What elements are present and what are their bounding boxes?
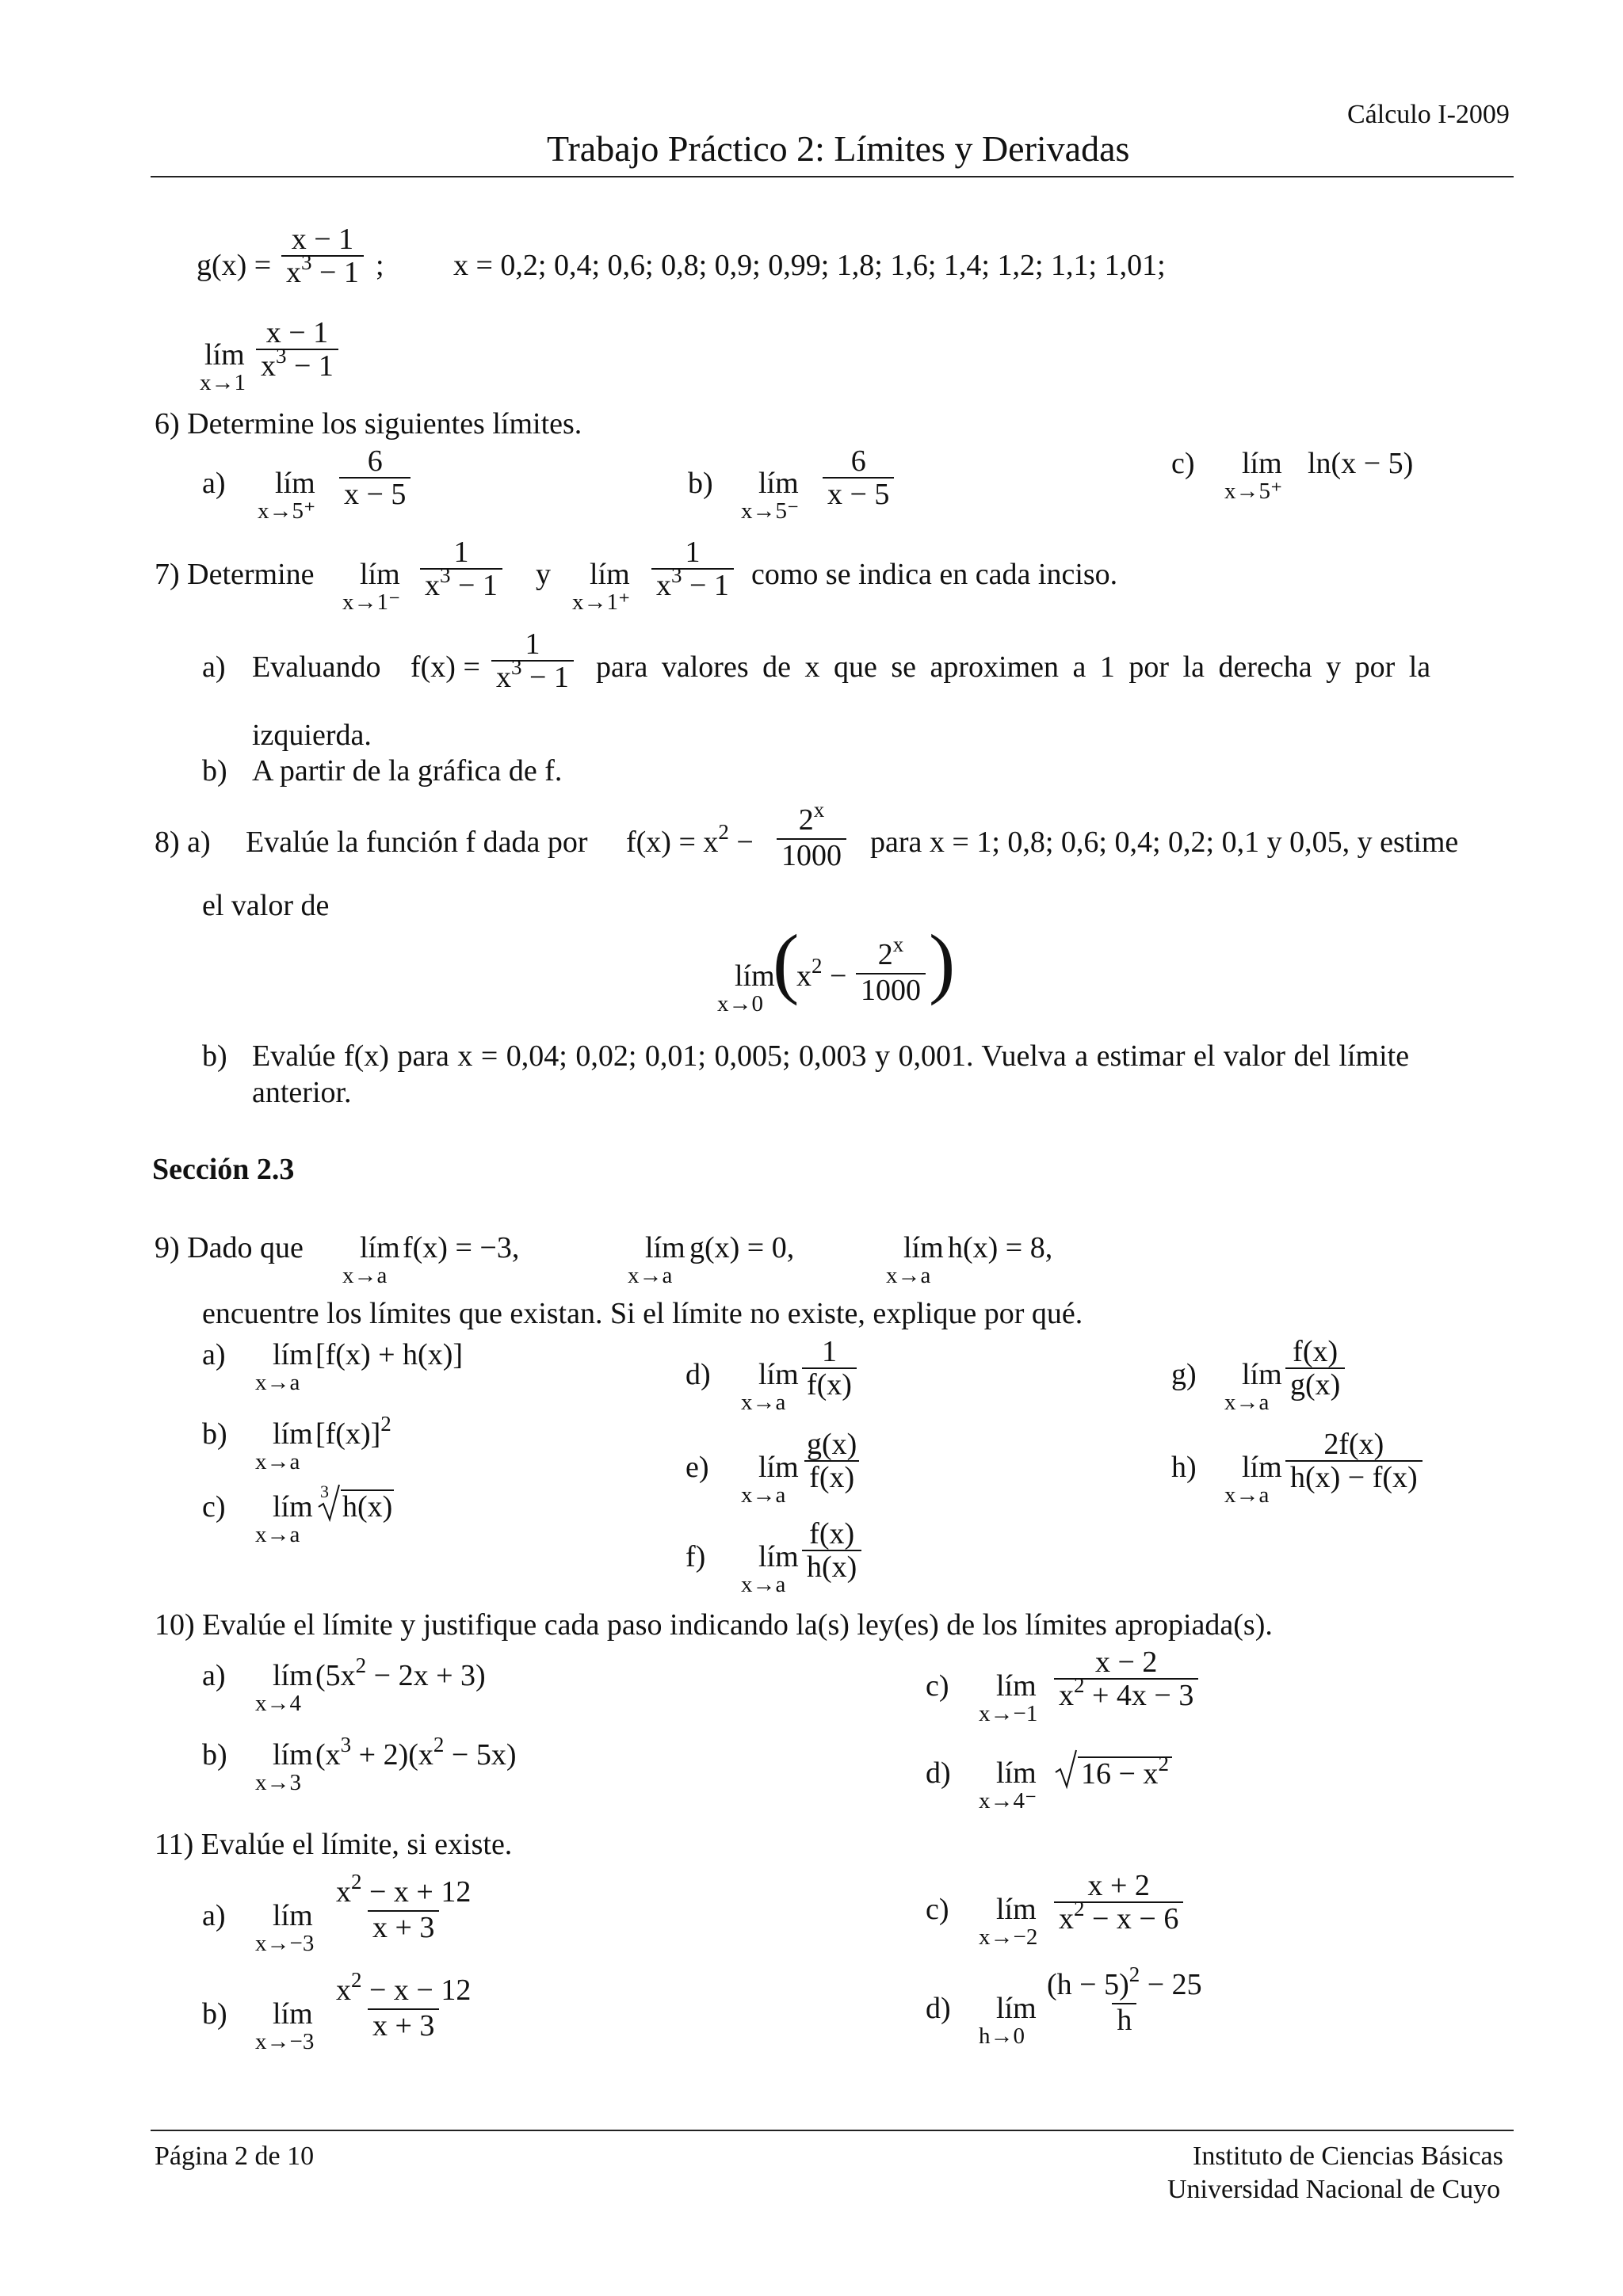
right-paren: ) bbox=[929, 918, 956, 1006]
fraction-denominator bbox=[1054, 1673, 1198, 1714]
limit-operator bbox=[200, 339, 246, 395]
lim-word: lím bbox=[273, 1338, 313, 1371]
fraction-numerator: 6 bbox=[850, 444, 866, 478]
limit-operator bbox=[255, 1418, 313, 1474]
minus-sign: − bbox=[736, 826, 754, 859]
item-8b-text2: anterior. bbox=[252, 1076, 352, 1109]
fraction-numerator: x − 2 bbox=[1094, 1646, 1158, 1679]
lim-word: lím bbox=[360, 558, 400, 591]
header-rule bbox=[151, 176, 1514, 177]
lim-subscript: x→−2 bbox=[979, 1924, 1038, 1950]
limit-operator bbox=[255, 1739, 313, 1794]
fraction-numerator: 2f(x) bbox=[1323, 1428, 1384, 1461]
limit-fraction bbox=[256, 317, 338, 384]
poly-part2: + 2)(x bbox=[351, 1738, 433, 1772]
fraction-9e bbox=[802, 1428, 861, 1493]
limit-operator bbox=[741, 1451, 799, 1507]
lim-subscript: h→0 bbox=[979, 2023, 1025, 2049]
item-label: d) bbox=[926, 1992, 951, 2025]
poly-exponent: 2 bbox=[433, 1733, 445, 1756]
fraction-9f bbox=[802, 1518, 861, 1583]
left-paren: ( bbox=[773, 918, 800, 1006]
limit-operator bbox=[741, 1541, 799, 1596]
fraction-numerator: 6 bbox=[367, 444, 383, 478]
fraction-6a bbox=[339, 445, 411, 510]
num-exponent: x bbox=[892, 933, 904, 956]
item-label: b) bbox=[202, 754, 227, 788]
limit-operator bbox=[979, 1993, 1037, 2048]
problem-6-statement: 6) Determine los siguientes límites. bbox=[155, 407, 582, 441]
den-exponent: 3 bbox=[301, 250, 312, 274]
limit-x-squared bbox=[796, 954, 847, 994]
item-label: b) bbox=[202, 1738, 227, 1772]
den-base: x bbox=[496, 661, 511, 694]
fraction-denominator: h(x) bbox=[802, 1550, 861, 1583]
lim-word: lím bbox=[590, 558, 630, 591]
item-label: f) bbox=[685, 1540, 706, 1573]
lim-subscript: x→5⁺ bbox=[1224, 479, 1283, 504]
lim-subscript: x→a bbox=[255, 1370, 300, 1395]
course-label: Cálculo I-2009 bbox=[1347, 100, 1510, 129]
item-label: c) bbox=[926, 1893, 949, 1926]
poly-part3: − 5x) bbox=[444, 1738, 517, 1772]
problem-10-statement: 10) Evalúe el límite y justifique cada paso indicando la(s) ley(es) de los límites apropiada(s). bbox=[155, 1608, 1273, 1642]
item-7b-text: A partir de la gráfica de f. bbox=[252, 754, 563, 788]
fraction-7-left bbox=[420, 536, 502, 604]
item-label: c) bbox=[202, 1490, 226, 1524]
limit-operator bbox=[342, 1232, 400, 1287]
lim-word: lím bbox=[996, 1756, 1037, 1790]
fraction-denominator: x − 5 bbox=[823, 477, 894, 510]
problem-9-text: encuentre los límites que existan. Si el límite no existe, explique por qué. bbox=[202, 1297, 1083, 1330]
fraction-numerator: 1 bbox=[525, 627, 540, 661]
limit-operator bbox=[255, 1339, 313, 1394]
lim-subscript: x→0 bbox=[717, 991, 763, 1016]
fraction-numerator: g(x) bbox=[807, 1428, 857, 1461]
lim-subscript: x→1⁻ bbox=[342, 589, 401, 615]
fraction-numerator bbox=[794, 798, 830, 838]
lim-subscript: x→1⁺ bbox=[572, 589, 631, 615]
num-base: 2 bbox=[877, 938, 893, 971]
fraction-numerator bbox=[331, 1968, 475, 2008]
poly-exponent: 2 bbox=[355, 1653, 367, 1677]
problem-8-text1: Evalúe la función f dada por bbox=[246, 826, 588, 859]
fraction-denominator: x − 5 bbox=[339, 477, 411, 510]
fraction-11a bbox=[331, 1870, 475, 1944]
num-exponent: x bbox=[813, 798, 825, 822]
den-rest: − 1 bbox=[682, 569, 729, 602]
lim-word: lím bbox=[996, 1669, 1037, 1703]
lim-word: lím bbox=[204, 338, 245, 372]
footer-rule bbox=[151, 2130, 1514, 2131]
limit-operator bbox=[741, 467, 799, 523]
fraction-10c bbox=[1054, 1646, 1198, 1714]
problem-7-label: 7) Determine bbox=[155, 558, 315, 591]
expression-10a bbox=[315, 1653, 486, 1694]
den-rest: + 4x − 3 bbox=[1084, 1679, 1194, 1712]
lim-word: lím bbox=[273, 1417, 313, 1451]
bracket-exponent: 2 bbox=[380, 1412, 391, 1436]
lim-word: lím bbox=[273, 1738, 313, 1772]
item-label: g) bbox=[1171, 1358, 1197, 1391]
lim-word: lím bbox=[758, 467, 799, 500]
lim-word: lím bbox=[645, 1231, 685, 1264]
limit-operator bbox=[979, 1757, 1037, 1813]
fraction-9h bbox=[1285, 1428, 1423, 1493]
den-exponent: 3 bbox=[276, 344, 287, 368]
den-base: x bbox=[656, 569, 671, 602]
root-index: 3 bbox=[320, 1482, 329, 1501]
lim-subscript: x→5⁺ bbox=[258, 498, 316, 524]
limit-operator bbox=[1224, 1359, 1282, 1414]
limit-operator bbox=[255, 1900, 314, 1955]
lim-word: lím bbox=[1242, 1451, 1282, 1484]
limit-operator bbox=[255, 1491, 313, 1547]
lim-word: lím bbox=[273, 1659, 313, 1692]
item-label: e) bbox=[685, 1451, 709, 1484]
expression-10b bbox=[315, 1733, 517, 1773]
lim-subscript: x→5⁻ bbox=[741, 498, 800, 524]
given-h-value: h(x) = 8, bbox=[948, 1231, 1053, 1264]
lim-word: lím bbox=[758, 1358, 799, 1391]
fraction-denominator: x + 3 bbox=[368, 1910, 439, 1943]
limit-operator bbox=[886, 1232, 944, 1287]
func-expression: f(x) = x bbox=[626, 826, 719, 859]
fraction-9d bbox=[802, 1336, 857, 1401]
radicand bbox=[1078, 1752, 1172, 1792]
limit-operator bbox=[1224, 448, 1282, 503]
den-exponent: 3 bbox=[671, 563, 682, 587]
item-label: b) bbox=[202, 1039, 227, 1073]
den-base: x bbox=[1059, 1679, 1074, 1712]
den-base: x bbox=[1059, 1902, 1074, 1936]
den-rest: − x − 6 bbox=[1084, 1902, 1179, 1936]
fraction-denominator: h bbox=[1112, 2003, 1136, 2036]
x-exponent: 2 bbox=[812, 954, 823, 978]
fraction-denominator bbox=[1054, 1897, 1183, 1937]
item-label: d) bbox=[926, 1756, 951, 1790]
fraction-denominator bbox=[491, 655, 574, 696]
lim-subscript: x→a bbox=[741, 1482, 786, 1508]
den-rest: − 1 bbox=[286, 349, 334, 383]
problem-11-statement: 11) Evalúe el límite, si existe. bbox=[155, 1828, 513, 1861]
limit-operator bbox=[628, 1232, 685, 1287]
radical-sign bbox=[1054, 1747, 1078, 1791]
lim-subscript: x→a bbox=[628, 1263, 673, 1288]
fraction-9g bbox=[1285, 1336, 1345, 1401]
radicand-expression: 16 − x bbox=[1081, 1757, 1159, 1791]
fraction-numerator: f(x) bbox=[809, 1517, 855, 1550]
item-label: d) bbox=[685, 1358, 711, 1391]
lim-word: lím bbox=[1242, 447, 1282, 480]
fraction-numerator: x + 2 bbox=[1087, 1869, 1150, 1902]
den-base: x bbox=[425, 569, 440, 602]
given-f-value: f(x) = −3, bbox=[403, 1231, 520, 1264]
expression-6c: ln(x − 5) bbox=[1308, 447, 1414, 480]
item-label: a) bbox=[202, 650, 226, 684]
lim-word: lím bbox=[360, 1231, 400, 1264]
item-label: a) bbox=[202, 1338, 226, 1371]
fraction-denominator bbox=[651, 563, 734, 604]
den-base: x bbox=[261, 349, 276, 383]
fraction-denominator: h(x) − f(x) bbox=[1285, 1460, 1423, 1493]
lim-subscript: x→4⁻ bbox=[979, 1788, 1037, 1814]
function-f-def bbox=[626, 820, 754, 860]
fraction-numerator bbox=[873, 933, 909, 973]
fraction-numerator: f(x) bbox=[1293, 1335, 1338, 1368]
lim-subscript: x→a bbox=[255, 1522, 300, 1547]
minus-sign: − bbox=[830, 959, 847, 993]
lim-subscript: x→−1 bbox=[979, 1701, 1038, 1726]
item-7a-text2: para valores de x que se aproximen a 1 por la derecha y por la bbox=[596, 650, 1431, 684]
lim-subscript: x→3 bbox=[255, 1770, 301, 1795]
num-exponent: 2 bbox=[351, 1968, 362, 1992]
fraction-8-limit bbox=[856, 933, 926, 1007]
g-function-fraction bbox=[281, 223, 364, 291]
lim-subscript: x→−3 bbox=[255, 1931, 315, 1956]
item-label: a) bbox=[202, 1899, 226, 1932]
item-label: c) bbox=[926, 1669, 949, 1703]
semicolon: ; bbox=[376, 249, 384, 282]
fraction-denominator: 1000 bbox=[856, 973, 926, 1006]
page-number: Página 2 de 10 bbox=[155, 2142, 315, 2171]
poly-exponent: 3 bbox=[340, 1733, 352, 1756]
limit-operator bbox=[255, 1660, 313, 1715]
section-heading: Sección 2.3 bbox=[152, 1153, 295, 1186]
limit-operator bbox=[717, 960, 775, 1016]
lim-subscript: x→a bbox=[1224, 1482, 1270, 1508]
item-label: h) bbox=[1171, 1451, 1197, 1484]
num-base: (h − 5) bbox=[1047, 1968, 1129, 2001]
item-label: a) bbox=[202, 1659, 226, 1692]
lim-word: lím bbox=[758, 1540, 799, 1573]
lim-subscript: x→−3 bbox=[255, 2029, 315, 2054]
den-exponent: 2 bbox=[1074, 1673, 1085, 1697]
fraction-numerator: x − 1 bbox=[291, 223, 354, 256]
func-exponent: 2 bbox=[718, 820, 729, 844]
item-label: b) bbox=[688, 467, 713, 500]
lim-word: lím bbox=[996, 1992, 1037, 2025]
university-name: Universidad Nacional de Cuyo bbox=[1167, 2175, 1501, 2204]
fraction-numerator: x − 1 bbox=[265, 316, 329, 349]
lim-subscript: x→a bbox=[255, 1449, 300, 1474]
den-exponent: 2 bbox=[1074, 1897, 1085, 1920]
fraction-11d bbox=[1042, 1962, 1207, 2037]
den-rest: − 1 bbox=[450, 569, 498, 602]
num-exponent: 2 bbox=[351, 1870, 362, 1894]
den-exponent: 3 bbox=[440, 563, 451, 587]
limit-operator bbox=[1224, 1451, 1282, 1507]
page-title: Trabajo Práctico 2: Límites y Derivadas bbox=[547, 128, 1130, 169]
item-label: a) bbox=[202, 467, 226, 500]
fraction-denominator: f(x) bbox=[804, 1460, 859, 1493]
fraction-denominator: 1000 bbox=[777, 838, 846, 871]
den-exponent: 3 bbox=[511, 655, 522, 679]
lim-subscript: x→a bbox=[886, 1263, 931, 1288]
item-8b-text1: Evalúe f(x) para x = 0,04; 0,02; 0,01; 0,005; 0,003 y 0,001. Vuelva a estimar el valor del límite bbox=[252, 1039, 1410, 1073]
item-label: b) bbox=[202, 1417, 227, 1451]
fraction-denominator bbox=[281, 250, 364, 291]
limit-operator bbox=[342, 559, 400, 614]
poly-part1: (5x bbox=[315, 1659, 356, 1692]
lim-subscript: x→a bbox=[342, 1263, 388, 1288]
lim-word: lím bbox=[903, 1231, 944, 1264]
radicand-exponent: 2 bbox=[1158, 1752, 1169, 1775]
fraction-denominator: g(x) bbox=[1285, 1367, 1345, 1401]
fraction-numerator: 1 bbox=[821, 1335, 837, 1368]
lim-word: lím bbox=[758, 1451, 799, 1484]
fraction-11c bbox=[1054, 1870, 1183, 1937]
lim-word: lím bbox=[1242, 1358, 1282, 1391]
num-base: x bbox=[336, 1875, 351, 1909]
lim-word: lím bbox=[275, 467, 315, 500]
bracket-expression: [f(x)] bbox=[315, 1417, 381, 1451]
lim-word: lím bbox=[996, 1893, 1037, 1926]
item-7a-text3: izquierda. bbox=[252, 719, 372, 752]
x-term: x bbox=[796, 959, 812, 993]
num-rest: − x − 12 bbox=[361, 1974, 472, 2007]
num-exponent: 2 bbox=[1128, 1962, 1140, 1986]
lim-word: lím bbox=[273, 1997, 313, 2031]
limit-operator bbox=[255, 1998, 314, 2054]
lim-subscript: x→a bbox=[741, 1572, 786, 1597]
fraction-8a bbox=[777, 798, 846, 872]
lim-subscript: x→1 bbox=[200, 370, 246, 395]
fraction-denominator: x + 3 bbox=[368, 2008, 439, 2042]
den-rest: − 1 bbox=[311, 256, 359, 289]
fraction-6b bbox=[823, 445, 894, 510]
given-g-value: g(x) = 0, bbox=[689, 1231, 795, 1264]
limit-operator bbox=[979, 1894, 1037, 1949]
conjunction-y: y bbox=[536, 558, 551, 591]
item-label: b) bbox=[202, 1997, 227, 2031]
num-rest: − x + 12 bbox=[361, 1875, 472, 1909]
function-f-label: f(x) = bbox=[411, 650, 480, 684]
problem-9-label: 9) Dado que bbox=[155, 1231, 304, 1264]
fraction-numerator bbox=[1042, 1962, 1207, 2003]
g-function-label: g(x) = bbox=[197, 249, 272, 282]
x-values-list: x = 0,2; 0,4; 0,6; 0,8; 0,9; 0,99; 1,8; 1,6; 1,4; 1,2; 1,1; 1,01; bbox=[453, 249, 1166, 282]
lim-subscript: x→4 bbox=[255, 1691, 301, 1716]
fraction-numerator bbox=[331, 1870, 475, 1910]
fraction-numerator: 1 bbox=[685, 536, 701, 569]
limit-operator bbox=[572, 559, 630, 614]
limit-operator bbox=[979, 1670, 1037, 1726]
problem-8-text3: el valor de bbox=[202, 889, 330, 922]
num-base: x bbox=[336, 1974, 351, 2007]
fraction-denominator bbox=[420, 563, 502, 604]
fraction-7-right bbox=[651, 536, 734, 604]
problem-8-text2: para x = 1; 0,8; 0,6; 0,4; 0,2; 0,1 y 0,05, y estime bbox=[870, 826, 1459, 859]
poly-part1: (x bbox=[315, 1738, 341, 1772]
num-base: 2 bbox=[798, 803, 814, 837]
lim-word: lím bbox=[735, 959, 775, 993]
num-rest: − 25 bbox=[1140, 1968, 1202, 2001]
den-rest: − 1 bbox=[521, 661, 569, 694]
institute-name: Instituto de Ciencias Básicas bbox=[1193, 2142, 1503, 2171]
item-label: c) bbox=[1171, 447, 1195, 480]
lim-word: lím bbox=[273, 1490, 313, 1524]
fraction-7a bbox=[491, 628, 574, 696]
poly-part2: − 2x + 3) bbox=[366, 1659, 486, 1692]
expression-9a: [f(x) + h(x)] bbox=[315, 1338, 464, 1371]
problem-8-label: 8) a) bbox=[155, 826, 211, 859]
fraction-numerator: 1 bbox=[453, 536, 469, 569]
lim-word: lím bbox=[273, 1899, 313, 1932]
expression-9b bbox=[315, 1412, 391, 1452]
lim-subscript: x→a bbox=[1224, 1390, 1270, 1415]
limit-operator bbox=[258, 467, 315, 523]
problem-7-tail: como se indica en cada inciso. bbox=[751, 558, 1118, 591]
limit-operator bbox=[741, 1359, 799, 1414]
fraction-denominator: f(x) bbox=[802, 1367, 857, 1401]
item-7a-text1: Evaluando bbox=[252, 650, 381, 684]
radical-sign bbox=[317, 1483, 341, 1523]
lim-subscript: x→a bbox=[741, 1390, 786, 1415]
fraction-11b bbox=[331, 1968, 475, 2042]
fraction-denominator bbox=[256, 344, 338, 384]
radicand: h(x) bbox=[342, 1490, 393, 1524]
den-base: x bbox=[286, 256, 301, 289]
